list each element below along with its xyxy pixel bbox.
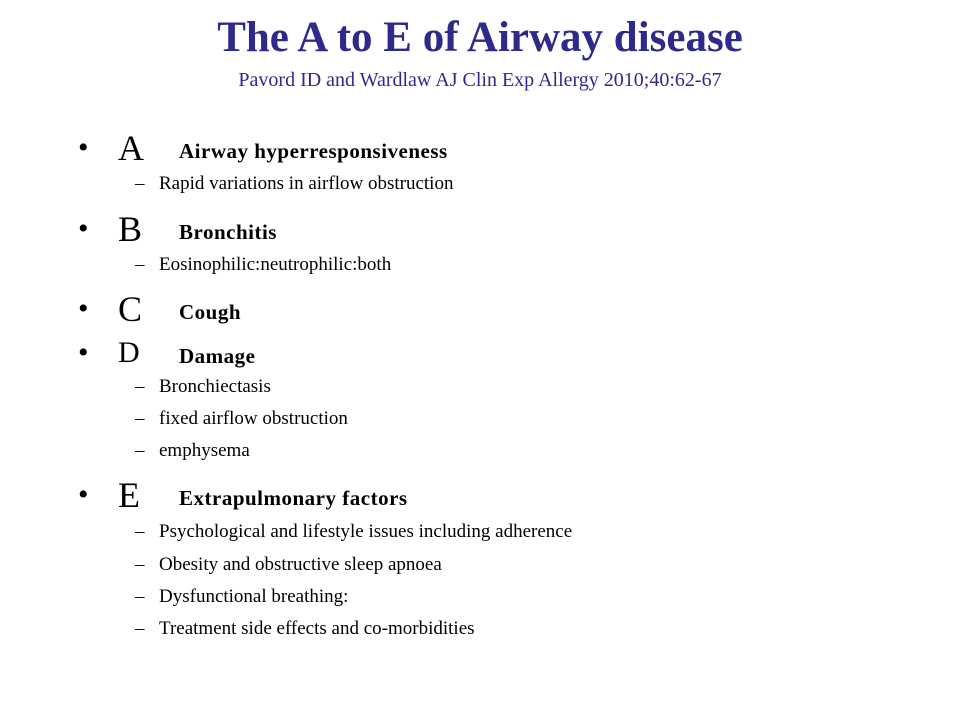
section-e xyxy=(78,475,898,515)
dash-icon: – xyxy=(135,521,145,542)
sub-item-text: Dysfunctional breathing: xyxy=(159,586,349,607)
bullet-icon: • xyxy=(78,292,89,325)
section-b xyxy=(78,209,898,249)
dash-icon: – xyxy=(135,408,145,429)
sub-item xyxy=(135,253,915,277)
sub-item xyxy=(135,439,915,463)
sub-item xyxy=(135,375,915,399)
section-label: Damage xyxy=(179,344,256,368)
sub-item xyxy=(135,553,915,577)
section-letter: C xyxy=(118,289,143,329)
section-label: Airway hyperresponsiveness xyxy=(179,139,448,163)
section-c xyxy=(78,289,898,329)
bullet-icon: • xyxy=(78,478,89,511)
section-a xyxy=(78,128,898,168)
sub-item xyxy=(135,520,915,544)
dash-icon: – xyxy=(135,554,145,575)
sub-item-text: Obesity and obstructive sleep apnoea xyxy=(159,554,442,575)
sub-item-text: Rapid variations in airflow obstruction xyxy=(159,173,454,194)
slide-citation: Pavord ID and Wardlaw AJ Clin Exp Allergy 2010;40:62-67 xyxy=(238,69,722,91)
dash-icon: – xyxy=(135,618,145,639)
sub-item xyxy=(135,617,915,641)
bullet-icon: • xyxy=(78,212,89,245)
section-label: Bronchitis xyxy=(179,220,277,244)
sub-item-text: Bronchiectasis xyxy=(159,376,271,397)
section-letter: A xyxy=(118,128,144,168)
sub-item-text: Treatment side effects and co-morbidities xyxy=(159,618,475,639)
sub-item xyxy=(135,585,915,609)
section-label: Extrapulmonary factors xyxy=(179,486,408,510)
dash-icon: – xyxy=(135,254,145,275)
dash-icon: – xyxy=(135,376,145,397)
dash-icon: – xyxy=(135,173,145,194)
section-letter: D xyxy=(118,336,140,369)
sub-item xyxy=(135,172,915,196)
bullet-icon: • xyxy=(78,336,89,369)
sub-item-text: Eosinophilic:neutrophilic:both xyxy=(159,254,392,275)
section-label: Cough xyxy=(179,300,242,324)
section-letter: E xyxy=(118,475,140,515)
section-letter: B xyxy=(118,209,143,249)
sub-item xyxy=(135,407,915,431)
bullet-icon: • xyxy=(78,131,89,164)
dash-icon: – xyxy=(135,586,145,607)
sub-item-text: Psychological and lifestyle issues including adherence xyxy=(159,521,573,542)
sub-item-text: fixed airflow obstruction xyxy=(159,408,348,429)
dash-icon: – xyxy=(135,440,145,461)
sub-item-text: emphysema xyxy=(159,440,250,461)
section-d xyxy=(78,333,898,373)
slide-title: The A to E of Airway disease xyxy=(217,14,743,61)
